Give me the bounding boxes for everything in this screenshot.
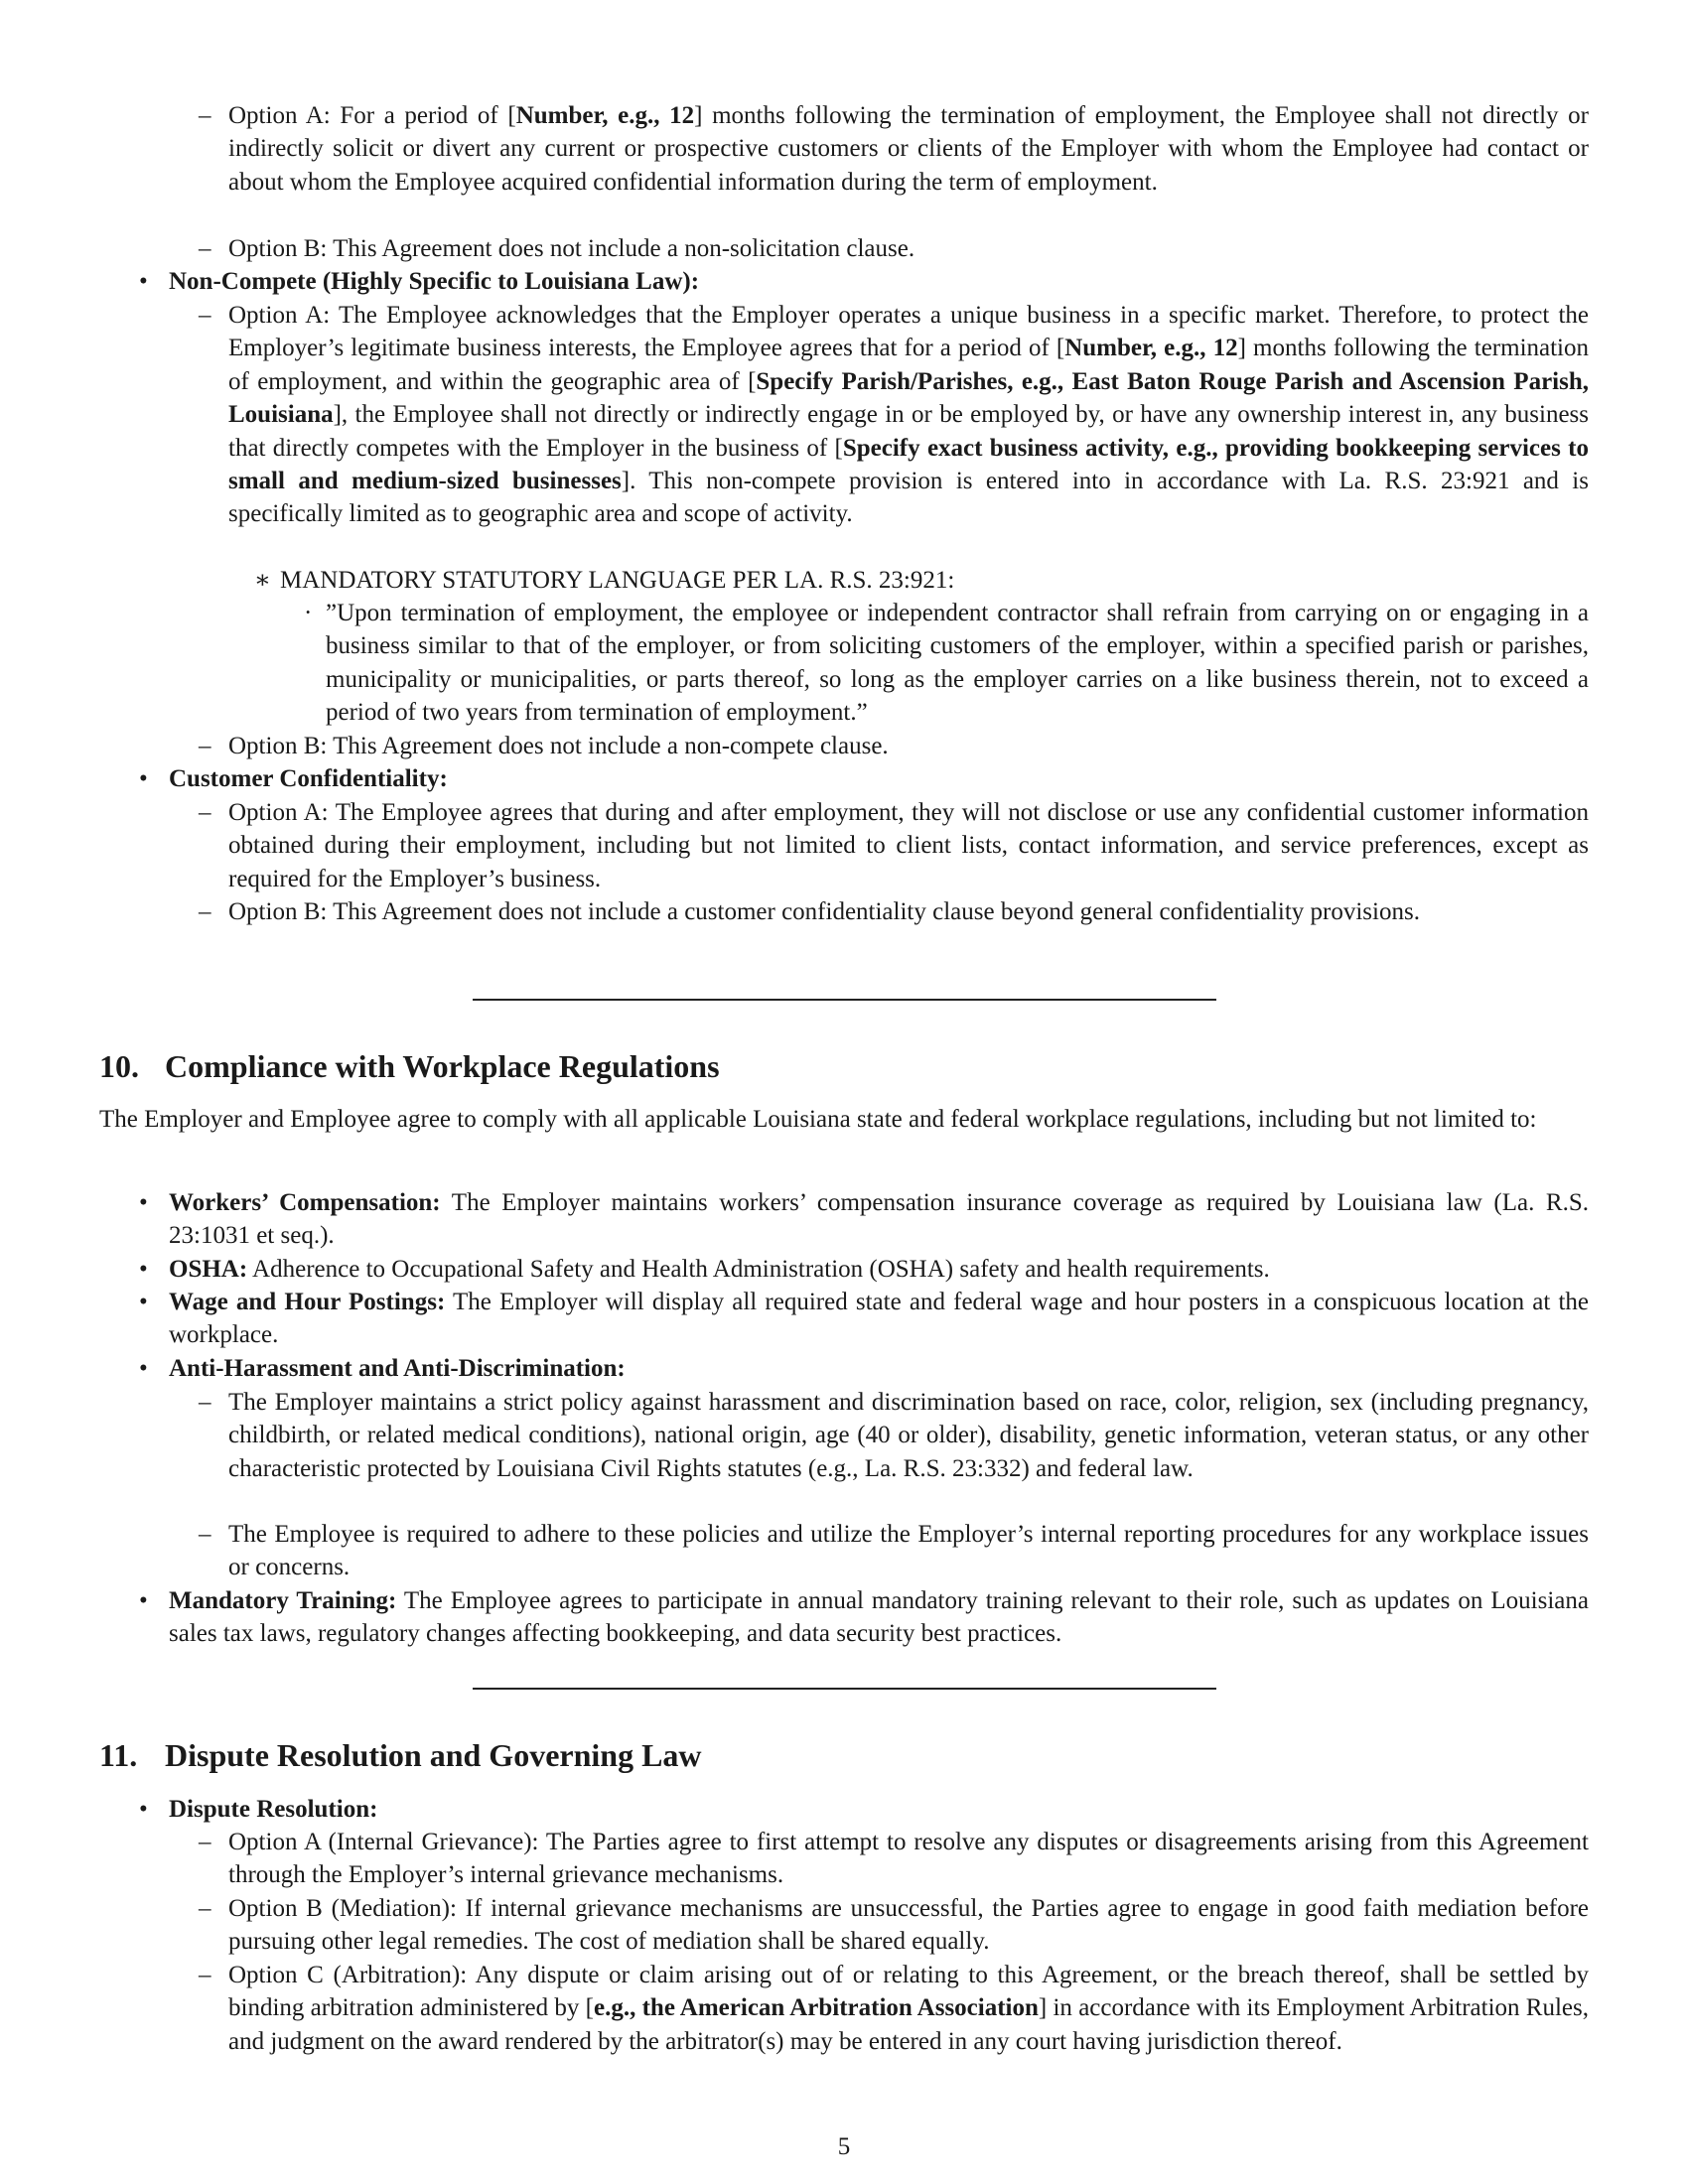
section-11-heading: 11. Dispute Resolution and Governing Law xyxy=(99,1737,702,1773)
star-marker: ∗ xyxy=(254,567,271,594)
mandatory-training-item: • Mandatory Training: The Employee agrees to participate in annual mandatory training relevant to their role, such as updates on Louisiana sales tax laws, regulatory changes affecting bookkeeping, and data security best practices. xyxy=(169,1584,1589,1651)
statutory-heading: ∗ MANDATORY STATUTORY LANGUAGE PER LA. R.S. 23:921: xyxy=(280,564,1589,597)
bullet-marker: • xyxy=(139,1355,148,1382)
section-divider xyxy=(473,999,1216,1001)
dash-marker: – xyxy=(199,733,211,759)
nonsolicit-option-a: – Option A: For a period of [Number, e.g., 12] months following the termination of employment, the Employee shall not directly or indirectly solicit or divert any current or prospective customers or clients of the Employer with whom the Employee had contact or about whom the Employee acquired confidential information during the term of employment. xyxy=(228,99,1589,199)
bullet-marker: • xyxy=(139,765,148,792)
bullet-marker: • xyxy=(139,1587,148,1614)
dash-marker: – xyxy=(199,898,211,925)
statutory-quote: · ”Upon termination of employment, the employee or independent contractor shall refrain from carrying on or engaging in a business similar to that of the employer, or from soliciting customers of the employer, within a specified parish or parishes, municipality or municipalities, or parts thereof, so long as the employer carries on a like business therein, not to exceed a period of two years from termination of employment.” xyxy=(326,597,1589,730)
dash-marker: – xyxy=(199,302,211,329)
bullet-marker: • xyxy=(139,1189,148,1216)
dash-marker: – xyxy=(199,102,211,129)
dot-marker: · xyxy=(304,600,313,626)
placeholder-number: Number, e.g., 12 xyxy=(515,102,695,129)
dispute-option-a: – Option A (Internal Grievance): The Parties agree to first attempt to resolve any disputes or disagreements arising from this Agreement through the Employer’s internal grievance mechanisms. xyxy=(228,1826,1589,1892)
noncompete-heading: Non-Compete (Highly Specific to Louisiana Law): xyxy=(169,268,700,295)
page-number: 5 xyxy=(837,2133,851,2160)
customer-confidentiality-heading: Customer Confidentiality: xyxy=(169,765,448,792)
section-divider xyxy=(473,1688,1216,1690)
dash-marker: – xyxy=(199,1962,211,1988)
section-10-heading: 10. Compliance with Workplace Regulations xyxy=(99,1048,720,1084)
customer-conf-option-a: – Option A: The Employee agrees that during and after employment, they will not disclose or use any confidential customer information obtained during their employment, including but not limited to client lists, contact information, and service preferences, except as required for the Employer’s business. xyxy=(228,796,1589,895)
osha-item: • OSHA: Adherence to Occupational Safety and Health Administration (OSHA) safety and health requirements. xyxy=(169,1253,1589,1286)
wage-hour-item: • Wage and Hour Postings: The Employer will display all required state and federal wage and hour posters in a conspicuous location at the workplace. xyxy=(169,1286,1589,1352)
dispute-option-c: – Option C (Arbitration): Any dispute or claim arising out of or relating to this Agreement, or the breach thereof, shall be settled by binding arbitration administered by [e.g., the American Arbitration Association] in accordance with its Employment Arbitration Rules, and judgment on the award rendered by the arbitrator(s) may be entered in any court having jurisdiction thereof. xyxy=(228,1959,1589,2058)
dispute-resolution-item: • Dispute Resolution: xyxy=(169,1793,1589,1826)
bullet-marker: • xyxy=(139,1796,148,1823)
noncompete-item xyxy=(139,265,1589,298)
noncompete-option-a: – Option A: The Employee acknowledges that the Employer operates a unique business in a specific market. Therefore, to protect the Employer’s legitimate business interests, the Employee agrees that for a period of [Number, e.g., 12] months following the termination of employment, and within the geographic area of [Specify Parish/Parishes, e.g., East Baton Rouge Parish and Ascension Parish, Louisiana], the Employee shall not directly or indirectly engage in or be employed by, or have any ownership interest in, any business that directly competes with the Employer in the business of [Specify exact business activity, e.g., providing bookkeeping services to small and medium-sized businesses]. This non-compete provision is entered into in accordance with La. R.S. 23:921 and is specifically limited as to geographic area and scope of activity. xyxy=(228,299,1589,531)
anti-harassment-item: • Anti-Harassment and Anti-Discrimination: xyxy=(169,1352,1589,1385)
bullet-marker: • xyxy=(139,1256,148,1283)
bullet-marker: • xyxy=(139,1289,148,1315)
noncompete-option-b: – Option B: This Agreement does not include a non-compete clause. xyxy=(228,730,1589,762)
bullet-marker: • xyxy=(139,268,148,295)
anti-harassment-reporting: – The Employee is required to adhere to these policies and utilize the Employer’s internal reporting procedures for any workplace issues or concerns. xyxy=(228,1518,1589,1584)
anti-harassment-policy: – The Employer maintains a strict policy against harassment and discrimination based on race, color, religion, sex (including pregnancy, childbirth, or related medical conditions), national origin, age (40 or older), disability, genetic information, veteran status, or any other characteristic protected by Louisiana Civil Rights statutes (e.g., La. R.S. 23:332) and federal law. xyxy=(228,1386,1589,1485)
dispute-option-b: – Option B (Mediation): If internal grievance mechanisms are unsuccessful, the Parties agree to engage in good faith mediation before pursuing other legal remedies. The cost of mediation shall be shared equally. xyxy=(228,1892,1589,1959)
dash-marker: – xyxy=(199,1389,211,1416)
dash-marker: – xyxy=(199,1829,211,1855)
customer-conf-option-b: – Option B: This Agreement does not include a customer confidentiality clause beyond general confidentiality provisions. xyxy=(228,895,1589,928)
nonsolicit-option-b: – Option B: This Agreement does not include a non-solicitation clause. xyxy=(228,232,1589,265)
dash-marker: – xyxy=(199,1521,211,1548)
dash-marker: – xyxy=(199,235,211,262)
dash-marker: – xyxy=(199,1895,211,1922)
dash-marker: – xyxy=(199,799,211,826)
customer-confidentiality-item xyxy=(139,762,1589,795)
workers-comp-item: • Workers’ Compensation: The Employer maintains workers’ compensation insurance coverage as required by Louisiana law (La. R.S. 23:1031 et seq.). xyxy=(169,1186,1589,1253)
section-10-intro: The Employer and Employee agree to comply with all applicable Louisiana state and federal workplace regulations, including but not limited to: xyxy=(99,1106,1537,1133)
